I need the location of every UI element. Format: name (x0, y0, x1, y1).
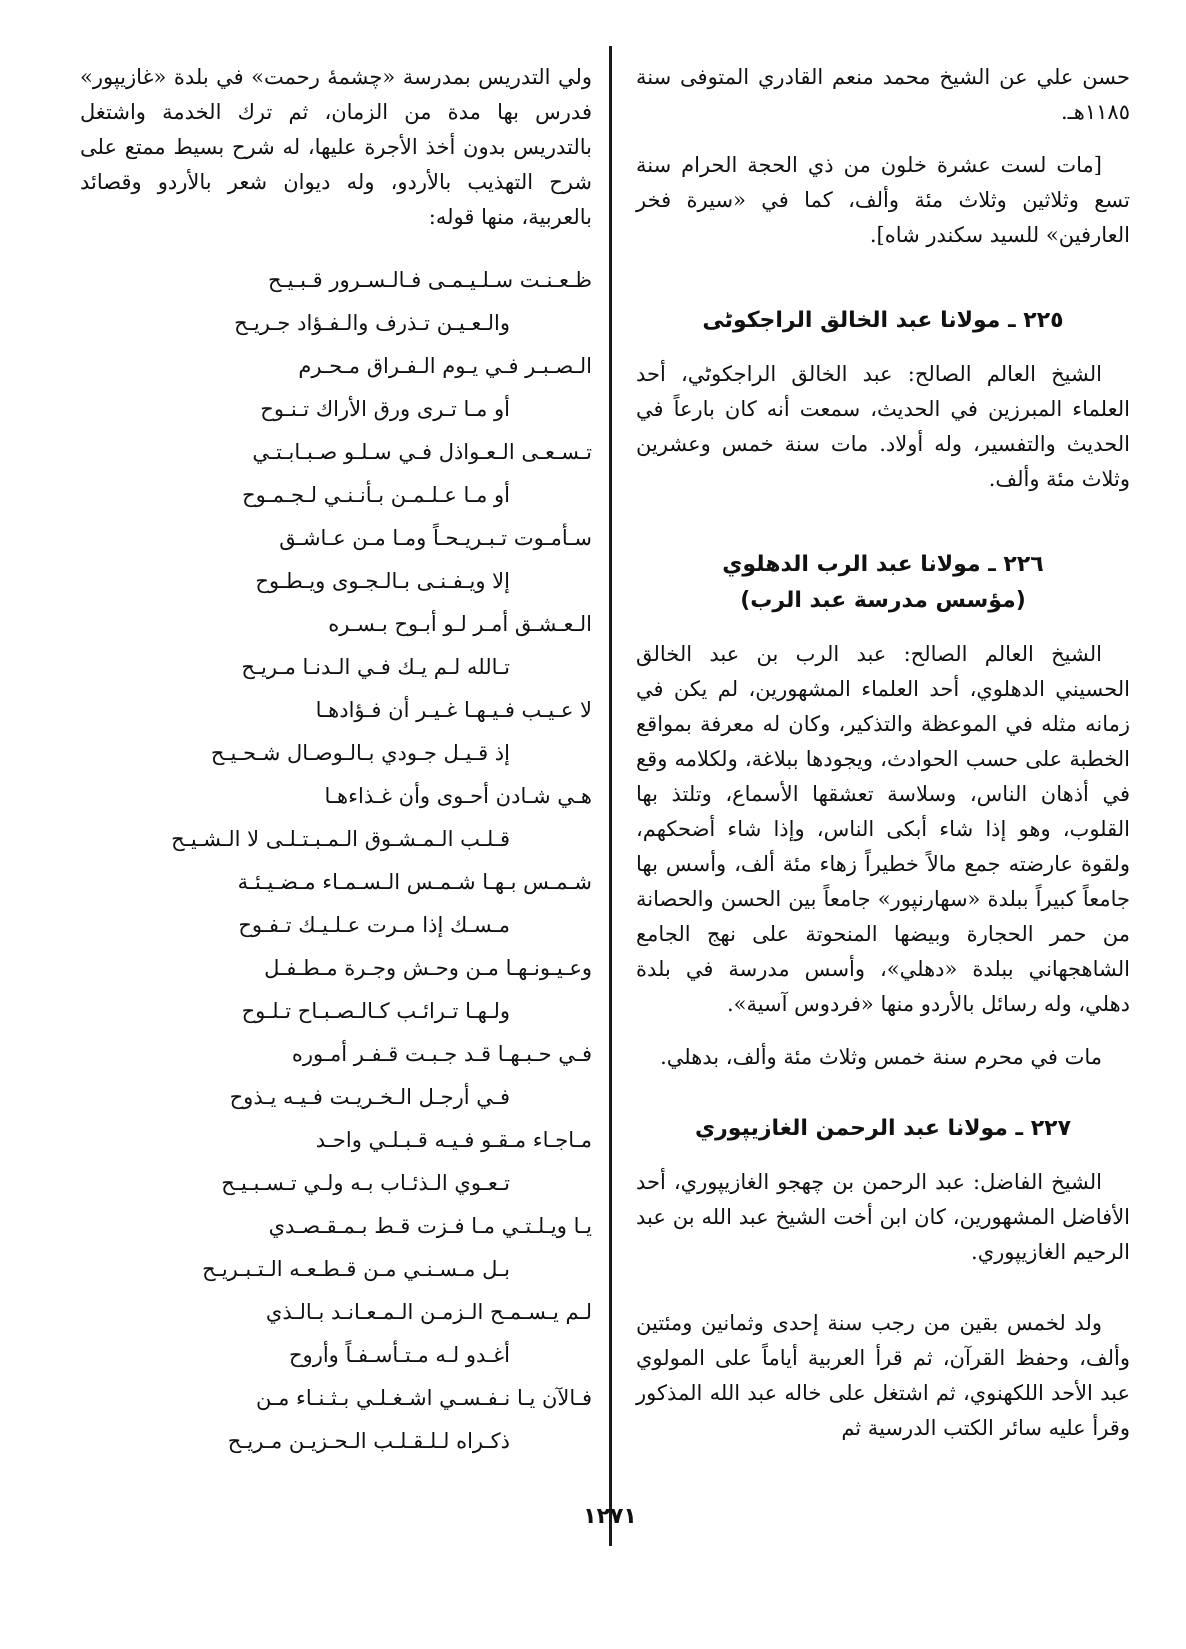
entry-heading-226: ٢٢٦ ـ مولانا عبد الرب الدهلوي (722, 552, 1044, 577)
poem-verse: ذكـراه لـلـقـلـب الـحـزيـن مـريـح (227, 1429, 510, 1453)
poem-verse: إذ قـيـل جـودي بـالـوصـال شـحـيـح (210, 741, 510, 765)
poem-verse: هـي شـادن أحـوى وأن غـذاءهـا (324, 784, 592, 808)
poem-verse: أو مـا تـرى ورق الأراك تـنـوح (260, 397, 510, 421)
poem-verse: فـي حـبـهـا قـد جـبـت قـفـر أمـوره (291, 1042, 592, 1066)
poem-verse: تـالله لـم يـك فـي الـدنـا مـريـح (241, 655, 510, 679)
poem-verse: بـل مـسـنـي مـن قـطـعـه الـتـبـريـح (202, 1257, 510, 1281)
poem-verse: فـي أرجـل الـخـريـت فـيـه يـذوح (229, 1085, 510, 1109)
right-column (636, 60, 1130, 1446)
poem-verse: لا عـيـب فـيـهـا غـيـر أن فـؤادهـا (315, 698, 592, 722)
poem-verse: مـاجـاء مـقـو فـيـه قـبـلـي واحـد (315, 1128, 592, 1152)
poem-verse: الـعـشـق أمـر لـو أبـوح بـسـره (328, 612, 592, 636)
poem-verse: فـالآن يـا نـفـسـي اشـغـلـي بـثـنـاء مـن (255, 1386, 592, 1410)
poem-verse: أغـدو لـه مـتـأسـفـاً وأروح (289, 1343, 510, 1367)
page-number: ١٢٧١ (583, 1504, 637, 1529)
poem-verse: إلا ويـفـنـى بـالـجـوى ويـطـوح (255, 569, 510, 593)
column-divider (609, 46, 612, 1546)
entry-body-227-birth: ولد لخمس بقين من رجب سنة إحدى وثمانين ومئتين وألف، وحفظ القرآن، ثم قرأ العربية أياماً على المولوي عبد الأحد اللكهنوي، ثم اشتغل على خاله عبد الله المذكور وقرأ عليه سائر الكتب الدرسية ثم (636, 1311, 1130, 1440)
entry-heading-227: ٢٢٧ ـ مولانا عبد الرحمن الغازيپوري (694, 1116, 1072, 1141)
poem-verse: لـم يـسـمـح الـزمـن الـمـعـانـد بـالـذي (265, 1300, 592, 1324)
entry-subheading-226: (مؤسس مدرسة عبد الرب) (740, 588, 1026, 613)
poem-verse: والـعـيـن تـذرف والـفـؤاد جـريـح (234, 311, 510, 335)
poem-verse: الـصـبـر فـي يـوم الـفـراق مـحـرم (298, 354, 592, 378)
death-note-paragraph: [مات لست عشرة خلون من ذي الحجة الحرام سنة تسع وثلاثين وثلاث مئة وألف، كما في «سيرة فخر العارفين» للسيد سكندر شاه]. (636, 153, 1130, 247)
entry-body-225: الشيخ العالم الصالح: عبد الخالق الراجكوٹي، أحد العلماء المبرزين في الحديث، سمعت أنه كان بارعاً في الحديث والتفسير، وله أولاد. مات سنة خمس وعشرين وثلاث مئة وألف. (636, 362, 1130, 491)
poem (80, 259, 592, 1463)
entry-body-226: الشيخ العالم الصالح: عبد الرب بن عبد الخالق الحسيني الدهلوي، أحد العلماء المشهورين، لم يكن في زمانه مثله في الموعظة والتذكير، وكان له معرفة بمواقع الخطبة على حسب الحوادث، ويجودها ببلاغة، ولكلامه وقع في أذهان الناس، وسلاسة تعشقها الأسماع، وتلتذ بها القلوب، وهو إذا شاء أبكى الناس، وإذا شاء أضحكهم، ولقوة عارضته جمع مالاً خطيراً زهاء مئة ألف، وأسس بها جامعاً كبيراً ببلدة «سهارنپور» جامعاً بين الحسن والحصانة من حمر الحجارة وبيضها المنحوتة على نهج الجامع الشاهجهاني ببلدة «دهلي»، وأسس مدرسة في بلدة دهلي، وله رسائل بالأردو منها «فردوس آسية». (636, 642, 1130, 1016)
poem-verse: أو مـا عـلـمـن بـأنـنـي لـجـمـوح (242, 483, 510, 507)
entry-heading-225: ٢٢٥ ـ مولانا عبد الخالق الراجكوٹی (702, 308, 1064, 333)
poem-verse: سـأمـوت تـبـريـحـاً ومـا مـن عـاشـق (279, 526, 592, 550)
poem-verse: تـسـعـى الـعـواذل فـي سـلـو صـبـابـتـي (252, 440, 592, 464)
left-column (80, 60, 592, 1463)
continuation-paragraph: حسن علي عن الشيخ محمد منعم القادري المتوفى سنة ١١٨٥هـ. (636, 65, 1130, 124)
poem-verse: تـعـوي الـذئـاب بـه ولـي تـسـبـيـح (221, 1171, 510, 1195)
poem-verse: شـمـس بـهـا شـمـس الـسـمـاء مـضـيـئـة (237, 870, 592, 894)
poem-verse: وعـيـونـهـا مـن وحـش وجـرة مـطـفـل (264, 956, 592, 980)
entry-body-227-continued: ولي التدريس بمدرسة «چشمهٔ رحمت» في بلدة «غازيپور» فدرس بها مدة من الزمان، ثم ترك الخدمة واشتغل بالتدريس بدون أخذ الأجرة عليها، له شرح بسيط ممتع على شرح التهذيب بالأردو، وله ديوان شعر بالأردو وقصائد بالعربية، منها قوله: (80, 65, 592, 229)
poem-verse: مـسـك إذا مـرت عـلـيـك تـفـوح (238, 913, 510, 937)
poem-verse: قـلـب الـمـشـوق الـمـبـتـلـى لا الـشـيـح (171, 827, 510, 851)
poem-verse: ولـهـا تـرائـب كـالـصـبـاح تـلـوح (241, 999, 510, 1023)
poem-verse: يـا ويـلـتـي مـا فـزت قـط بـمـقـصـدي (268, 1214, 592, 1238)
entry-body-227: الشيخ الفاضل: عبد الرحمن بن چهجو الغازيپوري، أحد الأفاضل المشهورين، كان ابن أخت الشيخ عبد الله بن عبد الرحيم الغازيپوري. (636, 1170, 1130, 1264)
entry-body-226-death: مات في محرم سنة خمس وثلاث مئة وألف، بدهلي. (660, 1045, 1102, 1069)
poem-verse: ظـعـنـت سـلـيـمـى فـالـسـرور قـبـيـح (267, 268, 592, 292)
